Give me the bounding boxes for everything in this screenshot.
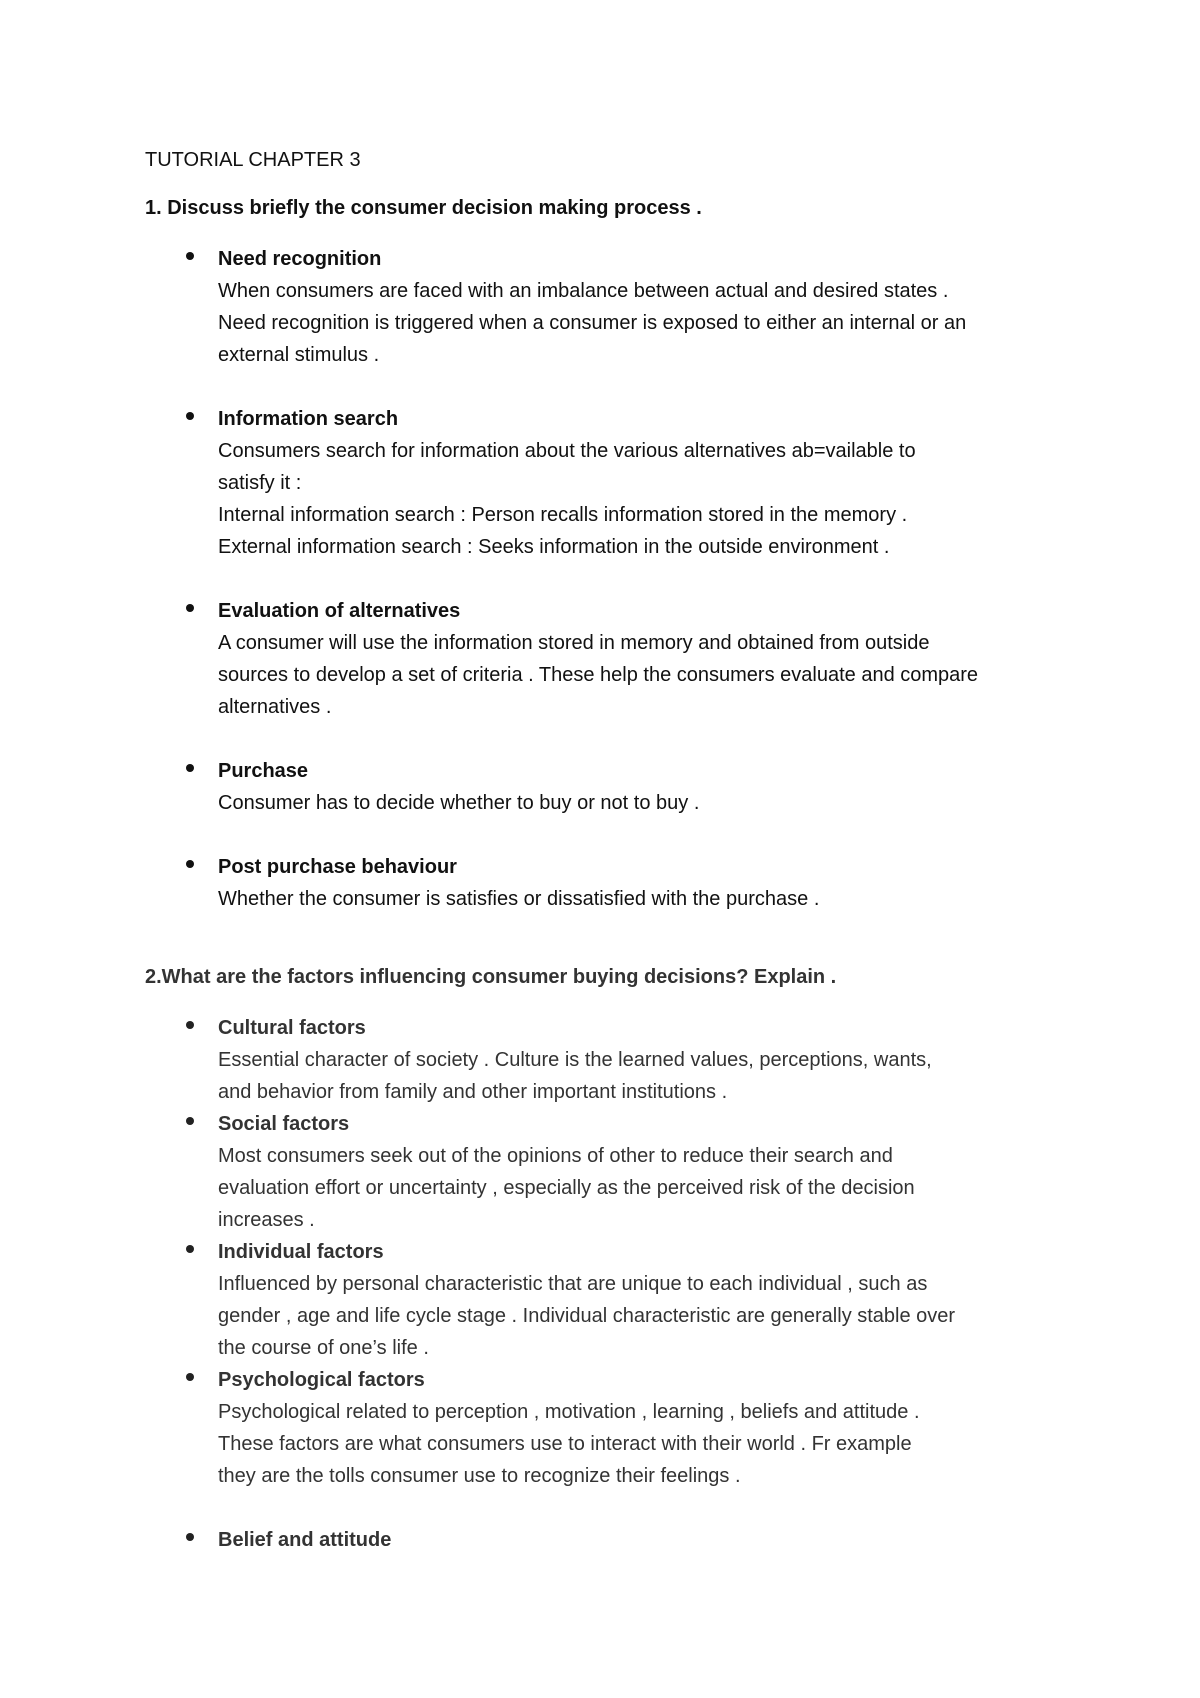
list-item-social-factors: [218, 1108, 1078, 1236]
bullet-icon: [186, 604, 194, 612]
item-text: the course of one’s life .: [218, 1337, 429, 1359]
list-item-need-recognition: [218, 243, 1078, 371]
list-item-evaluation-of-alternatives: [218, 595, 1078, 723]
item-text: they are the tolls consumer use to recognize their feelings .: [218, 1465, 741, 1487]
question-2: 2.What are the factors influencing consumer buying decisions? Explain .: [145, 966, 837, 988]
item-title: Purchase: [218, 760, 309, 782]
list-item-belief-and-attitude: [218, 1524, 1078, 1556]
item-title: Belief and attitude: [218, 1529, 392, 1551]
bullet-icon: [186, 1117, 194, 1125]
item-text: evaluation effort or uncertainty , especially as the perceived risk of the decision: [218, 1177, 915, 1199]
item-text: external stimulus .: [218, 344, 380, 366]
item-text: A consumer will use the information stored in memory and obtained from outside: [218, 632, 930, 654]
item-text: Most consumers seek out of the opinions of other to reduce their search and: [218, 1145, 893, 1167]
list-item-cultural-factors: [218, 1012, 1078, 1108]
bullet-icon: [186, 1245, 194, 1253]
item-text: Need recognition is triggered when a consumer is exposed to either an internal or an: [218, 312, 967, 334]
item-title: Information search: [218, 408, 399, 430]
bullet-icon: [186, 764, 194, 772]
item-title: Psychological factors: [218, 1369, 425, 1391]
item-title: Evaluation of alternatives: [218, 600, 461, 622]
item-text: increases .: [218, 1209, 315, 1231]
item-text: alternatives .: [218, 696, 332, 718]
item-text: and behavior from family and other important institutions .: [218, 1081, 728, 1103]
item-title: Cultural factors: [218, 1017, 366, 1039]
list-item-post-purchase-behaviour: [218, 851, 1078, 915]
document-title: TUTORIAL CHAPTER 3: [145, 149, 361, 171]
item-text: Influenced by personal characteristic that are unique to each individual , such as: [218, 1273, 928, 1295]
item-title: Post purchase behaviour: [218, 856, 457, 878]
item-text: Whether the consumer is satisfies or dissatisfied with the purchase .: [218, 888, 820, 910]
item-text: These factors are what consumers use to interact with their world . Fr example: [218, 1433, 912, 1455]
bullet-icon: [186, 860, 194, 868]
list-item-individual-factors: [218, 1236, 1078, 1364]
item-title: Individual factors: [218, 1241, 384, 1263]
item-text: Consumers search for information about the various alternatives ab=vailable to: [218, 440, 916, 462]
item-text: Essential character of society . Culture is the learned values, perceptions, wants,: [218, 1049, 932, 1071]
bullet-icon: [186, 412, 194, 420]
item-text: sources to develop a set of criteria . These help the consumers evaluate and compare: [218, 664, 979, 686]
list-item-purchase: [218, 755, 1078, 819]
item-text: gender , age and life cycle stage . Individual characteristic are generally stable over: [218, 1305, 956, 1327]
bullet-icon: [186, 1021, 194, 1029]
bullet-icon: [186, 1373, 194, 1381]
list-item-information-search: [218, 403, 1078, 563]
item-text: Consumer has to decide whether to buy or not to buy .: [218, 792, 700, 814]
item-text: External information search : Seeks information in the outside environment .: [218, 536, 890, 558]
item-text: Psychological related to perception , motivation , learning , beliefs and attitude .: [218, 1401, 920, 1423]
bullet-icon: [186, 1533, 194, 1541]
item-text: When consumers are faced with an imbalance between actual and desired states .: [218, 280, 949, 302]
item-text: satisfy it :: [218, 472, 302, 494]
question-1: 1. Discuss briefly the consumer decision making process .: [145, 197, 702, 219]
bullet-icon: [186, 252, 194, 260]
list-item-psychological-factors: [218, 1364, 1078, 1492]
item-title: Need recognition: [218, 248, 382, 270]
item-text: Internal information search : Person recalls information stored in the memory .: [218, 504, 908, 526]
item-title: Social factors: [218, 1113, 350, 1135]
